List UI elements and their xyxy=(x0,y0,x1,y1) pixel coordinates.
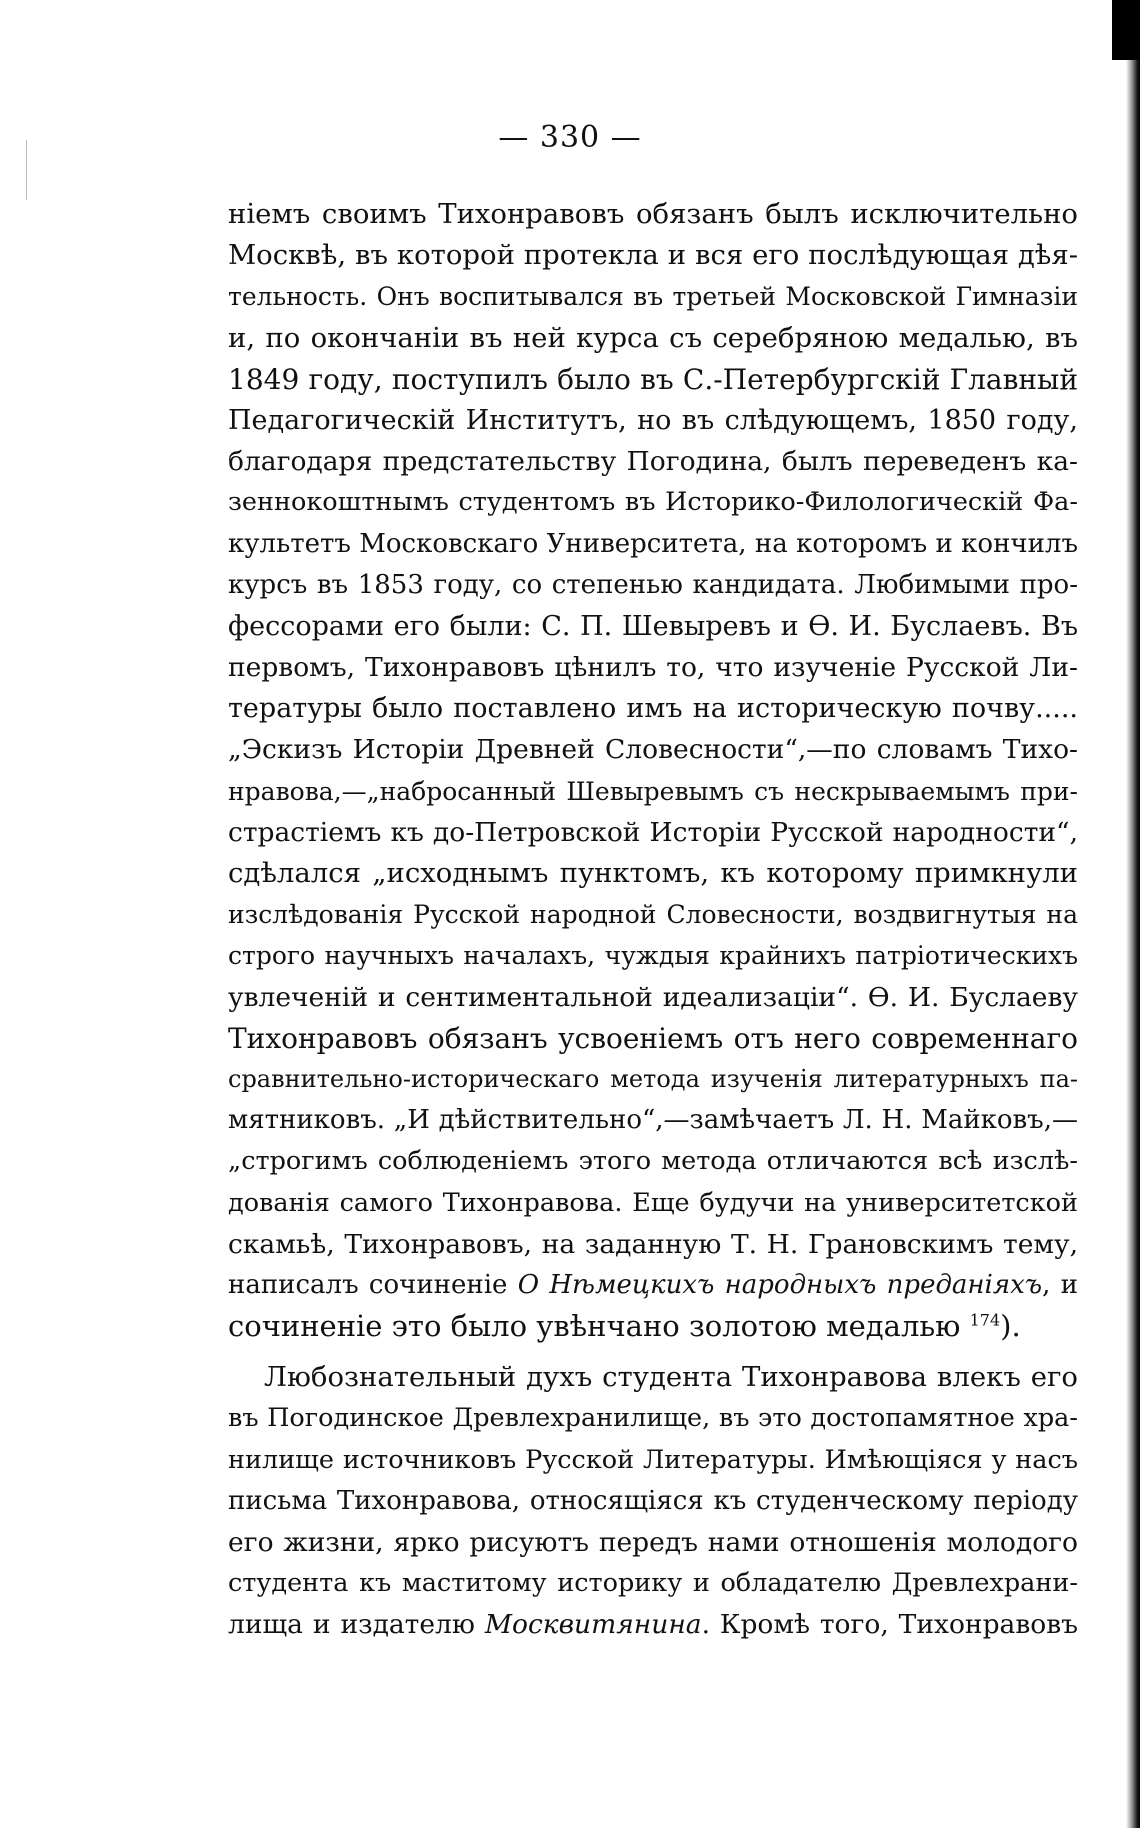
text-line xyxy=(228,1265,1078,1306)
text-line: письма Тихонравова, относящіяся къ студенческому періоду xyxy=(228,1485,1078,1516)
text-line: фессорами его были: С. П. Шевыревъ и Ѳ. И. Буслаевъ. Въ xyxy=(228,610,1078,642)
text-line: курсъ въ 1853 году, со степенью кандидата. Любимыми про- xyxy=(228,569,1078,600)
page-number: — 330 — xyxy=(498,120,642,155)
text-fragment: написалъ сочиненіе xyxy=(228,1269,518,1300)
text-line: сравнительно-историческаго метода изученія литературныхъ па- xyxy=(228,1064,1078,1093)
text-line: и, по окончаніи въ ней курса съ серебряною медалью, въ xyxy=(228,321,1078,354)
text-line: его жизни, ярко рисуютъ передъ нами отношенія молодого xyxy=(228,1527,1078,1558)
text-fragment: ). xyxy=(1000,1309,1021,1344)
binding-edge-corner xyxy=(1112,0,1140,60)
text-fragment: лища и издателю xyxy=(228,1609,485,1641)
text-line: Педагогическій Институтъ, но въ слѣдующемъ, 1850 году, xyxy=(228,404,1078,436)
text-fragment: , и xyxy=(1042,1269,1078,1300)
text-line: скамьѣ, Тихонравовъ, на заданную Т. Н. Грановскимъ тему, xyxy=(228,1228,1078,1260)
text-fragment: . Кромѣ того, Тихонравовъ xyxy=(701,1609,1078,1641)
text-line: страстіемъ къ до-Петровской Исторіи Русской народности“, xyxy=(228,816,1078,848)
text-line: студента къ маститому историку и обладателю Древлехрани- xyxy=(228,1568,1078,1599)
text-line: первомъ, Тихонравовъ цѣнилъ то, что изученіе Русской Ли- xyxy=(228,652,1078,684)
italic-title: О Нѣмецкихъ народныхъ преданіяхъ xyxy=(517,1269,1043,1300)
text-line: благодаря предстательству Погодина, былъ переведенъ ка- xyxy=(228,446,1078,478)
text-line: Тихонравовъ обязанъ усвоеніемъ отъ него современнаго xyxy=(228,1021,1078,1055)
binding-edge xyxy=(1126,0,1140,1828)
text-line: сдѣлался „исходнымъ пунктомъ, къ которому примкнули xyxy=(228,857,1078,889)
text-fragment: сочиненіе это было увѣнчано золотою медалью xyxy=(228,1309,970,1344)
text-line: тературы было поставлено имъ на историческую почву..... xyxy=(228,693,1078,725)
text-line: зеннокоштнымъ студентомъ въ Историко-Филологическій Фа- xyxy=(228,487,1078,518)
text-line: строго научныхъ началахъ, чуждыя крайнихъ патріотическихъ xyxy=(228,941,1078,971)
text-line: Любознательный духъ студента Тихонравова влекъ его xyxy=(264,1361,1078,1394)
text-line xyxy=(228,1306,1078,1347)
text-line: дованія самого Тихонравова. Еще будучи на университетской xyxy=(228,1187,1078,1218)
text-line: 1849 году, поступилъ было въ С.-Петербургскій Главный xyxy=(228,362,1078,396)
text-line: увлеченій и сентиментальной идеализаціи“. Ѳ. И. Буслаеву xyxy=(228,981,1078,1013)
italic-title: Москвитянина xyxy=(484,1609,702,1641)
body-text xyxy=(228,194,1078,1646)
paragraph-gap xyxy=(228,1347,1078,1357)
text-line: культетъ Московскаго Университета, на которомъ и кончилъ xyxy=(228,528,1078,559)
footnote-ref[interactable]: 174 xyxy=(969,1310,1001,1330)
text-line: Москвѣ, въ которой протекла и вся его послѣдующая дѣя- xyxy=(228,239,1078,272)
text-line: „строгимъ соблюденіемъ этого метода отличаются всѣ изслѣ- xyxy=(228,1146,1078,1177)
text-line: въ Погодинское Древлехранилище, въ это достопамятное хра- xyxy=(228,1403,1078,1434)
text-line: „Эскизъ Исторіи Древней Словесности“,—по словамъ Тихо- xyxy=(228,734,1078,766)
text-line: нилище источниковъ Русской Литературы. Имѣющіяся у насъ xyxy=(228,1444,1078,1475)
text-line: тельность. Онъ воспитывался въ третьей Московской Гимназіи xyxy=(228,282,1078,312)
text-line: ніемъ своимъ Тихонравовъ обязанъ былъ исключительно xyxy=(228,198,1078,230)
text-line: изслѣдованія Русской народной Словесности, воздвигнутыя на xyxy=(228,900,1078,930)
text-line xyxy=(228,1604,1078,1645)
text-line: нравова,—„набросанный Шевыревымъ съ нескрываемымъ при- xyxy=(228,776,1078,806)
text-line: мятниковъ. „И дѣйствительно“,—замѣчаетъ Л. Н. Майковъ,— xyxy=(228,1105,1078,1136)
